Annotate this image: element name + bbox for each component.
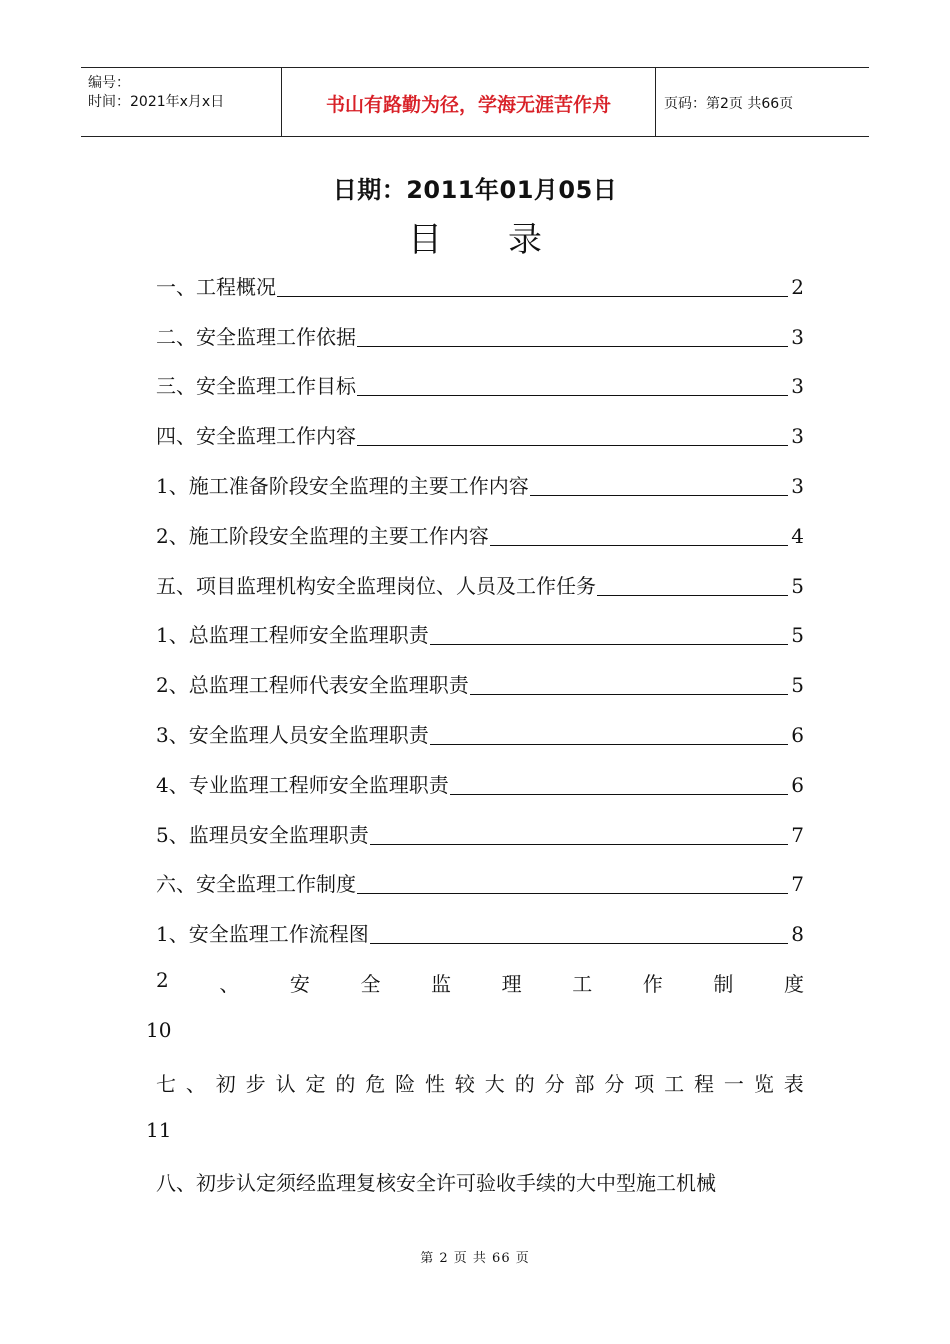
toc-char: 部 (574, 1072, 595, 1096)
header-table (81, 67, 869, 137)
toc-entry-page: 7 (791, 822, 804, 847)
toc-char: 危 (365, 1072, 386, 1096)
toc-entry-page: 5 (791, 573, 804, 598)
toc-entry-page: 2 (791, 274, 804, 299)
toc-entry-text: 3、安全监理人员安全监理职责 (156, 722, 429, 747)
header-right-cell (655, 68, 869, 136)
toc-char: 程 (694, 1072, 715, 1096)
toc-entry (156, 858, 804, 908)
leader-line (357, 893, 788, 894)
number-label: 编号： (88, 75, 130, 91)
leader-line (277, 296, 788, 297)
toc-entry (156, 708, 804, 758)
toc-char: 安 (289, 972, 310, 996)
toc-char: 工 (572, 972, 593, 996)
leader-line (430, 644, 788, 645)
toc-char: 2 (156, 968, 169, 992)
toc-entry-text: 1、施工准备阶段安全监理的主要工作内容 (156, 473, 529, 498)
toc-entry-page: 3 (791, 374, 804, 399)
leader-line (597, 595, 788, 596)
toc-char: 项 (634, 1072, 655, 1096)
toc-entry (156, 260, 804, 310)
toc-entry-last: 八、初步认定须经监理复核安全许可验收手续的大中型施工机械 (156, 1171, 716, 1195)
toc-entry-text: 1、总监理工程师安全监理职责 (156, 623, 429, 648)
page-footer: 第 2 页 共 66 页 (420, 1251, 530, 1266)
toc-char: 险 (395, 1072, 416, 1096)
page-info: 页码：第2页 共66页 (664, 96, 794, 112)
toc-char: 认 (275, 1072, 296, 1096)
toc-entry-page: 3 (791, 424, 804, 449)
toc-entry-text: 一、工程概况 (156, 274, 276, 299)
toc-char: 步 (245, 1072, 266, 1096)
toc-entry-page: 11 (146, 1118, 172, 1142)
toc-entry (156, 658, 804, 708)
toc-entry-text: 二、安全监理工作依据 (156, 324, 356, 349)
toc-entry-page: 3 (791, 473, 804, 498)
toc-char: 览 (753, 1072, 774, 1096)
toc-entry-text: 四、安全监理工作内容 (156, 424, 356, 449)
toc-entry (156, 559, 804, 609)
toc-char: 全 (360, 972, 381, 996)
toc-char: 监 (431, 972, 452, 996)
leader-line (530, 495, 788, 496)
toc-entry-spread (156, 1068, 804, 1097)
toc-entry (156, 907, 804, 957)
toc-entry (156, 409, 804, 459)
toc-char: 度 (783, 972, 804, 996)
toc-entry (156, 459, 804, 509)
toc-char: 表 (783, 1072, 804, 1096)
toc-char: 的 (335, 1072, 356, 1096)
toc-entry-page: 3 (791, 324, 804, 349)
toc-entry-page: 8 (791, 922, 804, 947)
toc-entry (156, 360, 804, 410)
toc-char: 一 (723, 1072, 744, 1096)
toc-char: 初 (215, 1072, 236, 1096)
motto-text: 书山有路勤为径，学海无涯苦作舟 (325, 94, 611, 116)
toc-entry-page: 5 (791, 623, 804, 648)
toc-char: 分 (544, 1072, 565, 1096)
toc-entry-page: 6 (791, 772, 804, 797)
leader-line (490, 545, 788, 546)
leader-line (470, 694, 788, 695)
toc-entry-page: 5 (791, 673, 804, 698)
toc-entry-text: 六、安全监理工作制度 (156, 872, 356, 897)
toc-char: 性 (425, 1072, 446, 1096)
toc-entry-text: 2、施工阶段安全监理的主要工作内容 (156, 523, 489, 548)
toc-entry-text: 4、专业监理工程师安全监理职责 (156, 772, 449, 797)
toc-entry-text: 1、安全监理工作流程图 (156, 922, 369, 947)
toc-char: 七 (156, 1072, 176, 1096)
toc-title: 目录 (408, 220, 608, 260)
toc-char: 、 (185, 1072, 206, 1096)
toc-entry (156, 509, 804, 559)
leader-line (370, 943, 788, 944)
toc-entry (156, 758, 804, 808)
toc-char: 理 (501, 972, 522, 996)
leader-line (370, 844, 788, 845)
toc-entry-spread (156, 968, 804, 997)
leader-line (430, 744, 788, 745)
toc-entry-page: 7 (791, 872, 804, 897)
toc-char: 作 (642, 972, 663, 996)
toc-char: 大 (484, 1072, 505, 1096)
toc-entry-text: 2、总监理工程师代表安全监理职责 (156, 673, 469, 698)
toc-char: 较 (454, 1072, 475, 1096)
leader-line (357, 445, 788, 446)
toc-char: 工 (664, 1072, 685, 1096)
toc-entry-text: 三、安全监理工作目标 (156, 374, 356, 399)
toc-char: 的 (514, 1072, 535, 1096)
header-left-cell (81, 68, 281, 136)
toc-char: 制 (713, 972, 734, 996)
toc-char: 、 (219, 972, 240, 996)
toc-entry-page: 6 (791, 722, 804, 747)
toc-entry-page: 10 (146, 1018, 172, 1042)
toc-char: 定 (305, 1072, 326, 1096)
time-label: 时间：2021年x月x日 (88, 94, 225, 110)
leader-line (357, 346, 788, 347)
toc-entry (156, 808, 804, 858)
header-center-cell (281, 68, 656, 136)
leader-line (450, 794, 788, 795)
toc-entry-page: 4 (791, 523, 804, 548)
table-of-contents (156, 260, 804, 957)
toc-entry (156, 609, 804, 659)
toc-entry (156, 310, 804, 360)
toc-entry-text: 5、监理员安全监理职责 (156, 822, 369, 847)
toc-entry-text: 五、项目监理机构安全监理岗位、人员及工作任务 (156, 573, 596, 598)
toc-char: 分 (604, 1072, 625, 1096)
date-line: 日期：2011年01月05日 (332, 176, 618, 204)
leader-line (357, 395, 788, 396)
